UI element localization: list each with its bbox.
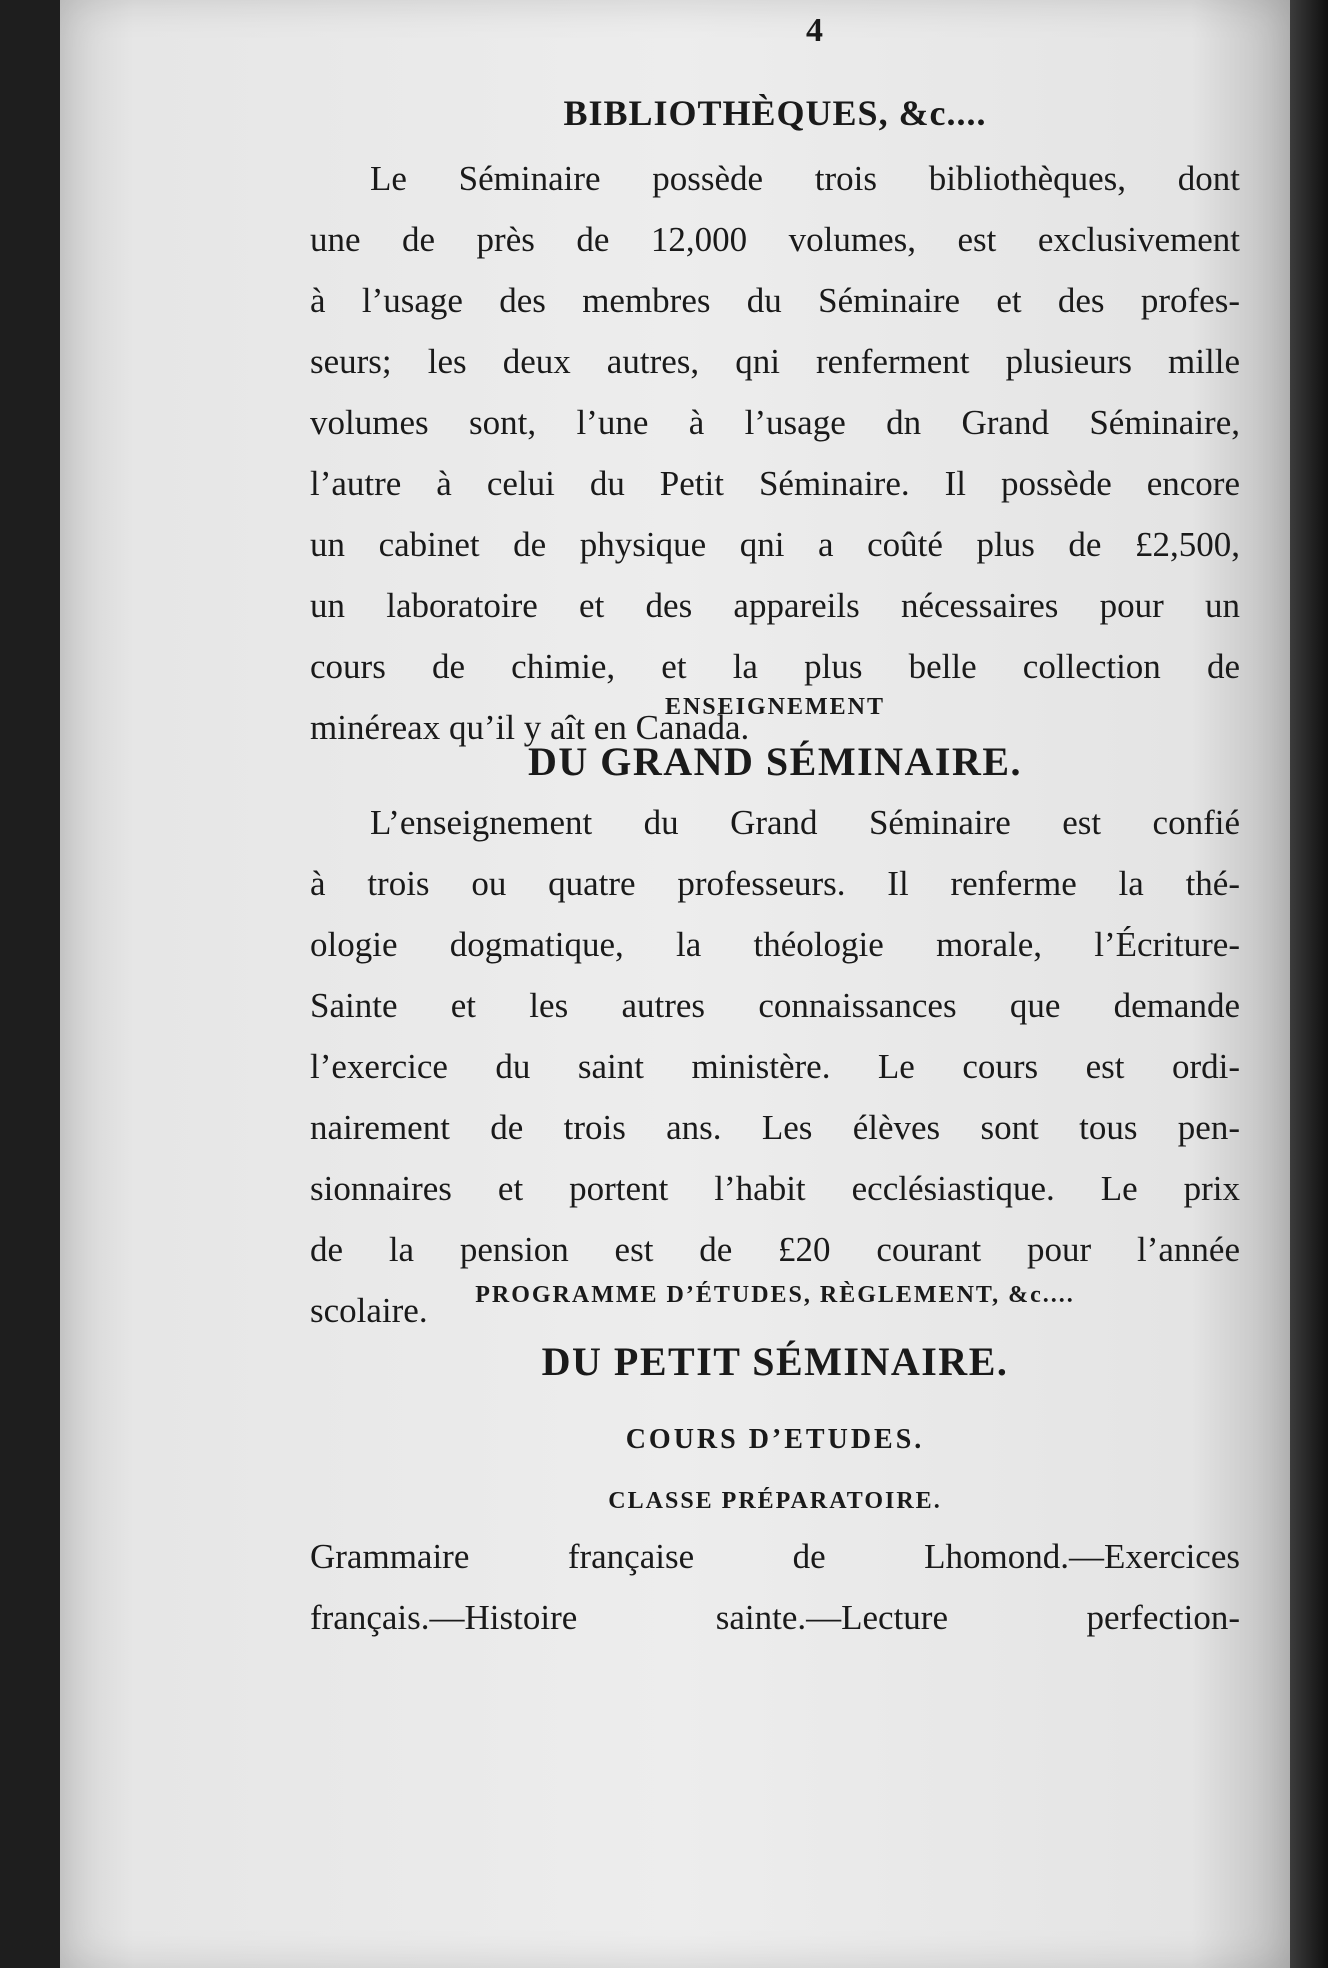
text-line: à l’usage des membres du Séminaire et des profes-: [310, 281, 1240, 320]
text-line: ologie dogmatique, la théologie morale, l’Écriture-: [310, 925, 1240, 964]
text-line: sionnaires et portent l’habit ecclésiastique. Le prix: [310, 1169, 1240, 1208]
book-page: [60, 0, 1290, 1968]
text-line: l’autre à celui du Petit Séminaire. Il possède encore: [310, 464, 1240, 503]
paragraph-petit-seminaire: [310, 1526, 1240, 1648]
text-line: un laboratoire et des appareils nécessaires pour un: [310, 586, 1240, 625]
heading-programme-etudes: PROGRAMME D’ÉTUDES, RÈGLEMENT, &c....: [475, 1282, 1075, 1308]
text-line: cours de chimie, et la plus belle collection de: [310, 647, 1240, 686]
text-line: scolaire.: [310, 1291, 428, 1330]
text-line: Grammaire française de Lhomond.—Exercices: [310, 1537, 1240, 1576]
text-line: français.—Histoire sainte.—Lecture perfection-: [310, 1598, 1240, 1637]
paragraph-bibliotheques: [310, 148, 1240, 758]
text-line: de la pension est de £20 courant pour l’année: [310, 1230, 1240, 1269]
paragraph-grand-seminaire: [310, 792, 1240, 1341]
heading-bibliotheques: BIBLIOTHÈQUES, &c....: [563, 93, 987, 133]
heading-grand-seminaire: DU GRAND SÉMINAIRE.: [527, 739, 1023, 784]
text-line: seurs; les deux autres, qni renferment plusieurs mille: [310, 342, 1240, 381]
text-line: volumes sont, l’une à l’usage dn Grand Séminaire,: [310, 403, 1240, 442]
heading-enseignement: ENSEIGNEMENT: [664, 694, 886, 720]
text-line: minéreax qu’il y aît en Canada.: [310, 708, 750, 747]
text-line: un cabinet de physique qni a coûté plus de £2,500,: [310, 525, 1240, 564]
text-line: nairement de trois ans. Les élèves sont tous pen-: [310, 1108, 1240, 1147]
text-block: [310, 0, 1240, 1968]
text-line: une de près de 12,000 volumes, est exclusivement: [310, 220, 1240, 259]
page-number: 4: [806, 12, 823, 49]
heading-classe-preparatoire: CLASSE PRÉPARATOIRE.: [608, 1488, 942, 1514]
text-line: l’exercice du saint ministère. Le cours est ordi-: [310, 1047, 1240, 1086]
book-spine-shadow: [1290, 0, 1328, 1968]
heading-petit-seminaire: DU PETIT SÉMINAIRE.: [541, 1339, 1009, 1384]
text-line: à trois ou quatre professeurs. Il renferme la thé-: [310, 864, 1240, 903]
heading-cours-etudes: COURS D’ETUDES.: [625, 1424, 925, 1455]
text-line: L’enseignement du Grand Séminaire est confié: [370, 803, 1240, 842]
text-line: Le Séminaire possède trois bibliothèques, dont: [370, 159, 1240, 198]
text-line: Sainte et les autres connaissances que demande: [310, 986, 1240, 1025]
